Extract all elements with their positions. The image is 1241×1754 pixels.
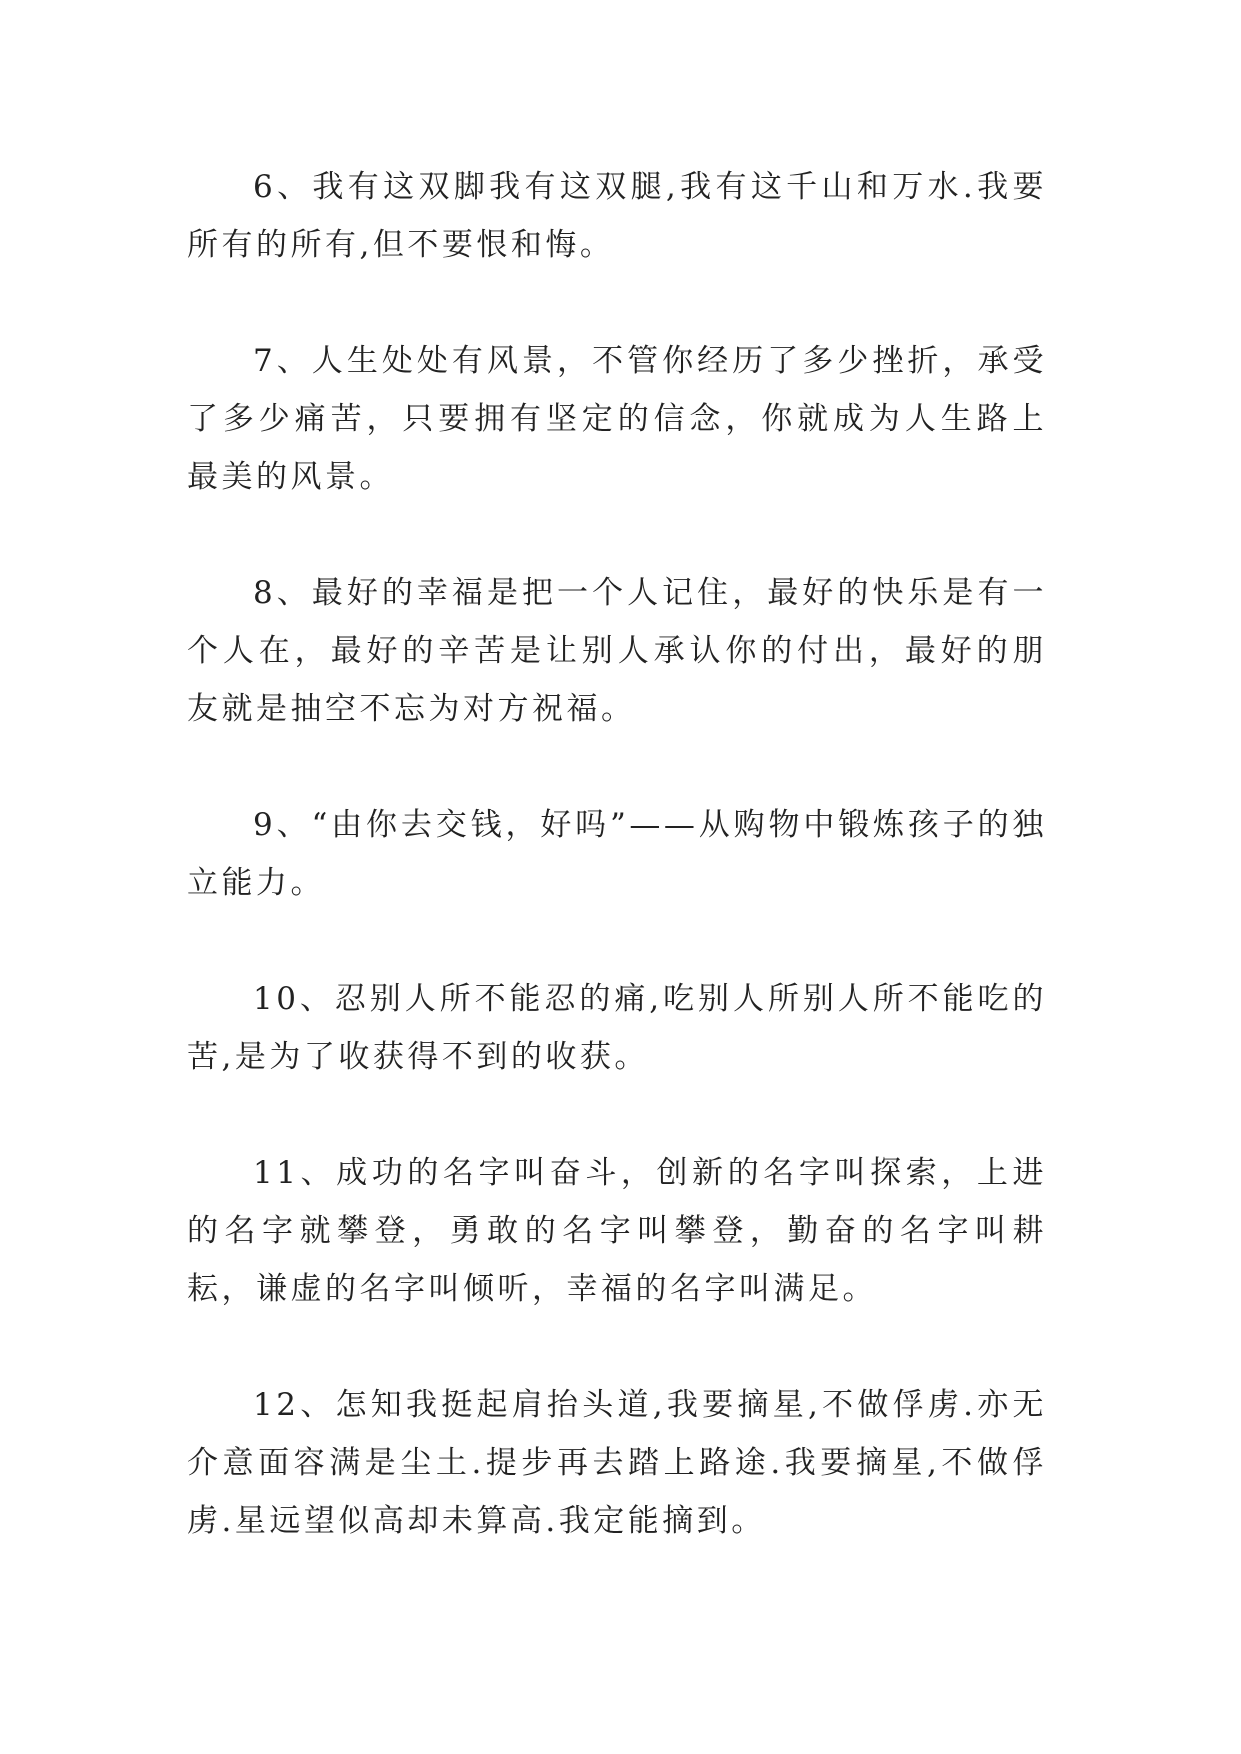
paragraph-8: 8、最好的幸福是把一个人记住，最好的快乐是有一个人在，最好的辛苦是让别人承认你的付出，最好的朋友就是抽空不忘为对方祝福。: [187, 575, 1047, 727]
paragraph-9: 9、“由你去交钱，好吗”——从购物中锻炼孩子的独立能力。: [187, 807, 1047, 901]
document-body: [187, 158, 1047, 1608]
paragraph-11: 11、成功的名字叫奋斗，创新的名字叫探索，上进的名字就攀登，勇敢的名字叫攀登，勤奋的名字叫耕耘，谦虚的名字叫倾听，幸福的名字叫满足。: [187, 1155, 1047, 1307]
paragraph-6: 6、我有这双脚我有这双腿,我有这千山和万水.我要所有的所有,但不要恨和悔。: [187, 169, 1047, 263]
paragraph-12: 12、怎知我挺起肩抬头道,我要摘星,不做俘虏.亦无介意面容满是尘土.提步再去踏上路途.我要摘星,不做俘虏.星远望似高却未算高.我定能摘到。: [187, 1387, 1047, 1539]
paragraph-7: 7、人生处处有风景，不管你经历了多少挫折，承受了多少痛苦，只要拥有坚定的信念，你就成为人生路上最美的风景。: [187, 343, 1047, 495]
paragraph-10: 10、忍别人所不能忍的痛,吃别人所别人所不能吃的苦,是为了收获得不到的收获。: [187, 981, 1047, 1075]
